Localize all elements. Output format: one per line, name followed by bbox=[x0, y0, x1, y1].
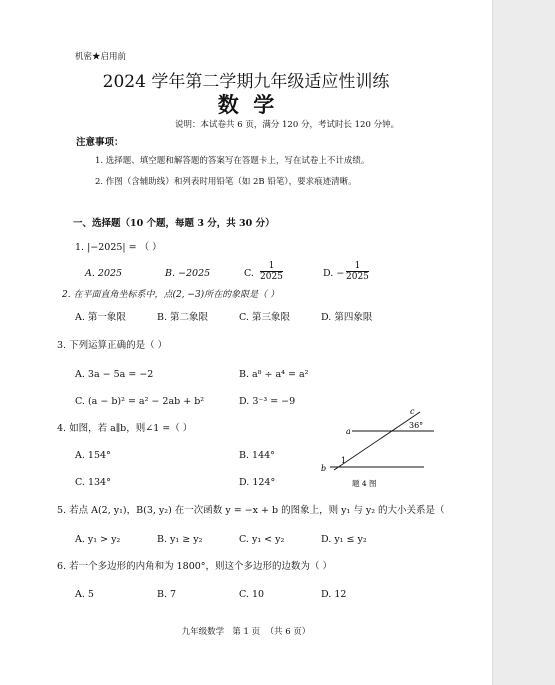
viewer-side-panel bbox=[492, 0, 555, 685]
exam-note: 说明：本试卷共 6 页，满分 120 分，考试时长 120 分钟。 bbox=[175, 120, 400, 130]
option-b: B. y₁ ≥ y₂ bbox=[157, 534, 203, 545]
option-a: A. 154° bbox=[75, 450, 111, 461]
label-c: c bbox=[410, 407, 415, 416]
option-d: D. y₁ ≤ y₂ bbox=[321, 534, 367, 545]
option-d: D. 124° bbox=[239, 477, 276, 488]
fraction-numerator: 1 bbox=[260, 261, 283, 272]
secret-mark: 机密★启用前 bbox=[75, 52, 127, 62]
notice-item: 2. 作图（含辅助线）和列表时用铅笔（如 2B 铅笔），要求痕迹清晰。 bbox=[95, 177, 357, 187]
option-d: D. 第四象限 bbox=[321, 312, 373, 323]
option-b: B. −2025 bbox=[165, 268, 211, 279]
subject-title: 数 学 bbox=[217, 93, 275, 117]
option-b: B. a⁸ ÷ a⁴ = a² bbox=[239, 369, 309, 380]
fraction-denominator: 2025 bbox=[346, 272, 369, 282]
option-a: A. 5 bbox=[75, 589, 94, 600]
option-d: D. − bbox=[323, 268, 345, 279]
notice-heading: 注意事项： bbox=[76, 137, 124, 148]
question-stem: 3. 下列运算正确的是（ ） bbox=[57, 340, 168, 351]
fraction-c bbox=[260, 261, 283, 282]
option-a: A. 2025 bbox=[85, 268, 123, 279]
label-b: b bbox=[321, 464, 327, 473]
option-c: C. 134° bbox=[75, 477, 111, 488]
page-footer: 九年级数学 第 1 页 （共 6 页） bbox=[181, 627, 311, 637]
question-stem: 6. 若一个多边形的内角和为 1800°，则这个多边形的边数为（ ） bbox=[57, 561, 333, 572]
question-stem: 4. 如图，若 a∥b，则∠1 =（ ） bbox=[57, 423, 193, 434]
question-stem: 5. 若点 A(2, y₁)，B(3, y₂) 在一次函数 y = −x + b 的图象上，则 y₁ 与 y₂ 的大小关系是（ bbox=[57, 505, 445, 516]
section-heading: 一、选择题（10 个题，每题 3 分，共 30 分） bbox=[73, 218, 275, 229]
label-angle-36: 36° bbox=[409, 421, 424, 430]
option-b: B. 144° bbox=[239, 450, 275, 461]
exam-title: 2024 学年第二学期九年级适应性训练 bbox=[102, 72, 390, 92]
option-c: C. 10 bbox=[239, 589, 265, 600]
question-stem: 1. |−2025| = （ ） bbox=[75, 242, 162, 253]
option-c: C. y₁ < y₂ bbox=[239, 534, 285, 545]
fraction-d bbox=[346, 261, 369, 282]
fraction-numerator: 1 bbox=[346, 261, 369, 272]
label-angle-1: 1 bbox=[341, 456, 347, 465]
notice-item: 1. 选择题、填空题和解答题的答案写在答题卡上，写在试卷上不计成绩。 bbox=[95, 156, 370, 166]
option-a: A. y₁ > y₂ bbox=[75, 534, 121, 545]
option-d: D. 12 bbox=[321, 589, 347, 600]
option-a: A. 第一象限 bbox=[75, 312, 126, 323]
option-c: C. 第三象限 bbox=[239, 312, 290, 323]
label-a: a bbox=[346, 427, 351, 436]
fraction-denominator: 2025 bbox=[260, 272, 283, 282]
figure-caption: 题 4 图 bbox=[352, 479, 377, 488]
figure-q4 bbox=[312, 404, 436, 488]
option-a: A. 3a − 5a = −2 bbox=[75, 369, 154, 380]
option-c: C. (a − b)² = a² − 2ab + b² bbox=[75, 396, 205, 407]
option-c: C. bbox=[244, 268, 254, 279]
question-stem: 2. 在平面直角坐标系中，点(2, −3)所在的象限是（ ） bbox=[62, 290, 280, 300]
option-b: B. 7 bbox=[157, 589, 177, 600]
line-c bbox=[334, 412, 420, 470]
option-b: B. 第二象限 bbox=[157, 312, 209, 323]
option-d: D. 3⁻³ = −9 bbox=[239, 396, 296, 407]
